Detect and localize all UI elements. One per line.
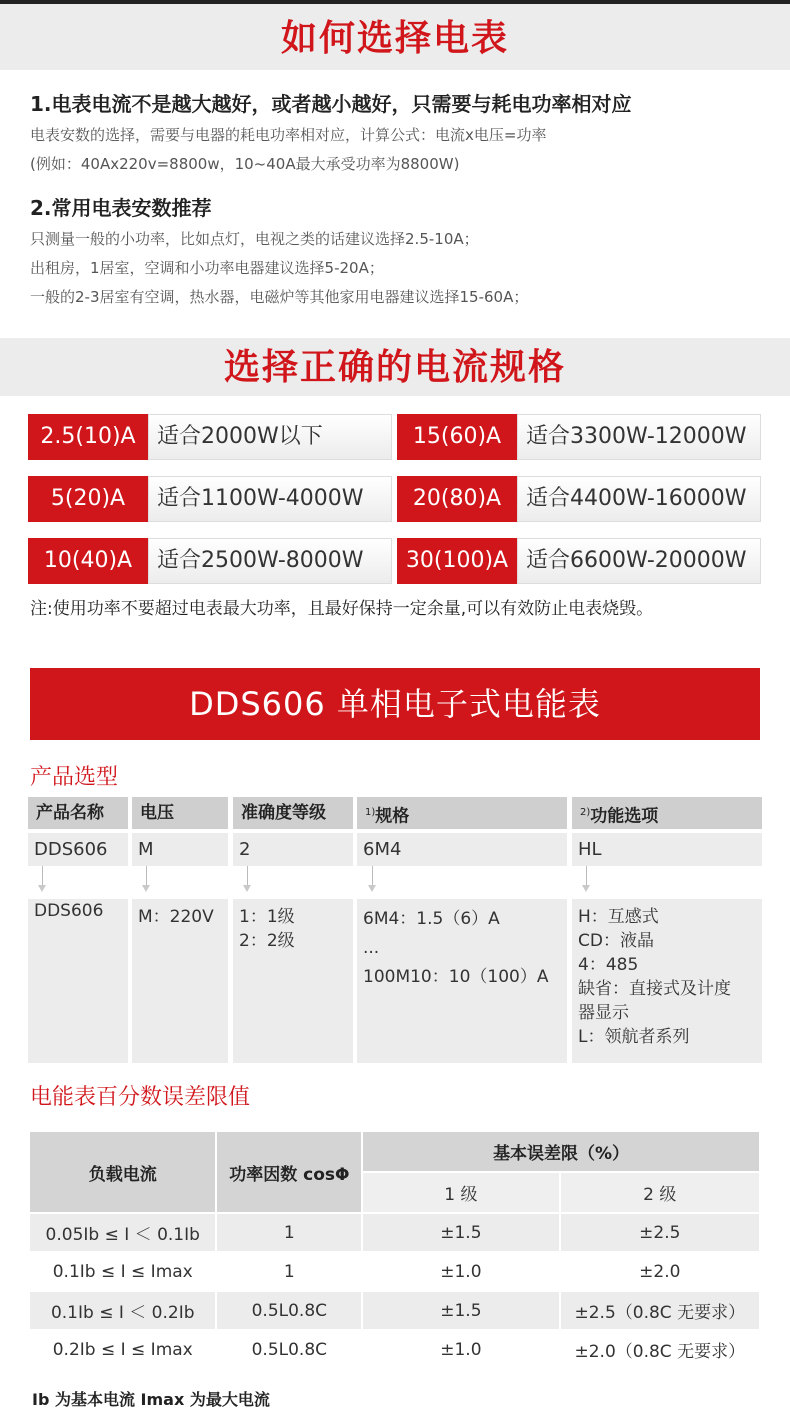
detail-line: 缺省：直接式及计度 [578, 979, 731, 999]
spec-item [397, 414, 761, 460]
section2-line: 只测量一般的小功率，比如点灯，电视之类的话建议选择2.5-10A； [30, 230, 479, 248]
cell-class2: ±2.0 [560, 1252, 760, 1291]
cell-load: 0.2Ib ≤ I ≤ Imax [29, 1330, 216, 1369]
section-banner-how-to-choose: 如何选择电表 [0, 4, 790, 70]
spec-desc: 适合6600W-20000W [517, 538, 761, 584]
cell-pf: 0.5L0.8C [216, 1330, 362, 1369]
spec-desc: 适合2500W-8000W [148, 538, 392, 584]
table-row [29, 1213, 760, 1252]
section1-title: 1.电表电流不是越大越好，或者越小越好，只需要与耗电功率相对应 [30, 92, 632, 116]
error-table-title: 电能表百分数误差限值 [30, 1085, 251, 1110]
selection-value: HL [572, 833, 762, 866]
selection-value: 2 [233, 833, 353, 866]
cell-class1: ±1.0 [362, 1330, 559, 1369]
section2-line: 出租房，1居室，空调和小功率电器建议选择5-20A； [30, 259, 384, 277]
selection-value: 6M4 [357, 833, 567, 866]
spec-tag: 2.5(10)A [28, 414, 148, 460]
selection-header: $^{1)}$规格 [357, 797, 567, 829]
section2-line: 一般的2-3居室有空调，热水器，电磁炉等其他家用电器建议选择15-60A； [30, 288, 529, 306]
cell-class2: ±2.5 [560, 1213, 760, 1252]
selection-header: 准确度等级 [233, 797, 353, 829]
detail-line: 器显示 [578, 1003, 629, 1023]
down-arrow-icon [42, 866, 43, 890]
detail-line: 4：485 [578, 955, 639, 975]
selection-header: 电压 [132, 797, 228, 829]
spec-item [28, 476, 392, 522]
spec-tag: 30(100)A [397, 538, 517, 584]
selection-detail [572, 899, 762, 1063]
selection-detail [357, 899, 567, 1063]
selection-header: $^{2)}$功能选项 [572, 797, 762, 829]
header-class-2: 2 级 [560, 1172, 760, 1213]
down-arrow-icon [372, 866, 373, 890]
spec-tag: 15(60)A [397, 414, 517, 460]
detail-line: L：领航者系列 [578, 1027, 690, 1047]
spec-item [28, 414, 392, 460]
selection-title: 产品选型 [30, 765, 119, 790]
spec-desc: 适合3300W-12000W [517, 414, 761, 460]
header-power-factor: 功率因数 cosΦ [216, 1131, 362, 1213]
spec-tag: 10(40)A [28, 538, 148, 584]
detail-line: DDS606 [34, 901, 104, 921]
header-class-1: 1 级 [362, 1172, 559, 1213]
detail-line: H：互感式 [578, 907, 659, 927]
cell-load: 0.1Ib ≤ I ≤ Imax [29, 1252, 216, 1291]
header-load-current: 负载电流 [29, 1131, 216, 1213]
spec-item [397, 476, 761, 522]
spec-item [397, 538, 761, 584]
cell-class2: ±2.0（0.8C 无要求） [560, 1330, 760, 1369]
spec-desc: 适合2000W以下 [148, 414, 392, 460]
down-arrow-icon [247, 866, 248, 890]
spec-tag: 20(80)A [397, 476, 517, 522]
section1-line: (例如：40Ax220v=8800w，10~40A最大承受功率为8800W) [30, 155, 460, 173]
section2-title: 2.常用电表安数推荐 [30, 196, 212, 220]
cell-class2: ±2.5（0.8C 无要求） [560, 1291, 760, 1330]
detail-line: 2：2级 [239, 931, 295, 951]
cell-class1: ±1.5 [362, 1291, 559, 1330]
down-arrow-icon [146, 866, 147, 890]
selection-detail [233, 899, 353, 1063]
detail-line: CD：液晶 [578, 931, 654, 951]
table-row [29, 1291, 760, 1330]
selection-header: 产品名称 [28, 797, 128, 829]
cell-pf: 1 [216, 1252, 362, 1291]
section-banner-current-spec: 选择正确的电流规格 [0, 338, 790, 396]
detail-line: 100M10：10（100）A [363, 967, 549, 987]
down-arrow-icon [586, 866, 587, 890]
selection-detail [28, 899, 128, 1063]
model-banner: DDS606 单相电子式电能表 [30, 668, 760, 740]
cell-load: 0.1Ib ≤ I ＜ 0.2Ib [29, 1291, 216, 1330]
table-row [29, 1330, 760, 1369]
cell-class1: ±1.5 [362, 1213, 559, 1252]
detail-line: 1：1级 [239, 907, 295, 927]
detail-line: ... [363, 938, 380, 958]
cell-class1: ±1.0 [362, 1252, 559, 1291]
table-row [29, 1252, 760, 1291]
detail-line: M：220V [138, 907, 214, 927]
cell-load: 0.05Ib ≤ I ＜ 0.1Ib [29, 1213, 216, 1252]
cell-pf: 1 [216, 1213, 362, 1252]
error-limit-table [28, 1130, 761, 1370]
spec-tag: 5(20)A [28, 476, 148, 522]
detail-line: 6M4：1.5（6）A [363, 909, 500, 929]
selection-value: DDS606 [28, 833, 128, 866]
cell-pf: 0.5L0.8C [216, 1291, 362, 1330]
section1-line: 电表安数的选择，需要与电器的耗电功率相对应，计算公式：电流x电压=功率 [30, 126, 547, 144]
spec-desc: 适合1100W-4000W [148, 476, 392, 522]
spec-item [28, 538, 392, 584]
header-basic-error: 基本误差限（%） [362, 1131, 760, 1172]
selection-detail [132, 899, 228, 1063]
selection-value: M [132, 833, 228, 866]
spec-note: 注:使用功率不要超过电表最大功率，且最好保持一定余量,可以有效防止电表烧毁。 [30, 599, 654, 619]
spec-desc: 适合4400W-16000W [517, 476, 761, 522]
table-footnote: Ib 为基本电流 Imax 为最大电流 [32, 1390, 270, 1409]
